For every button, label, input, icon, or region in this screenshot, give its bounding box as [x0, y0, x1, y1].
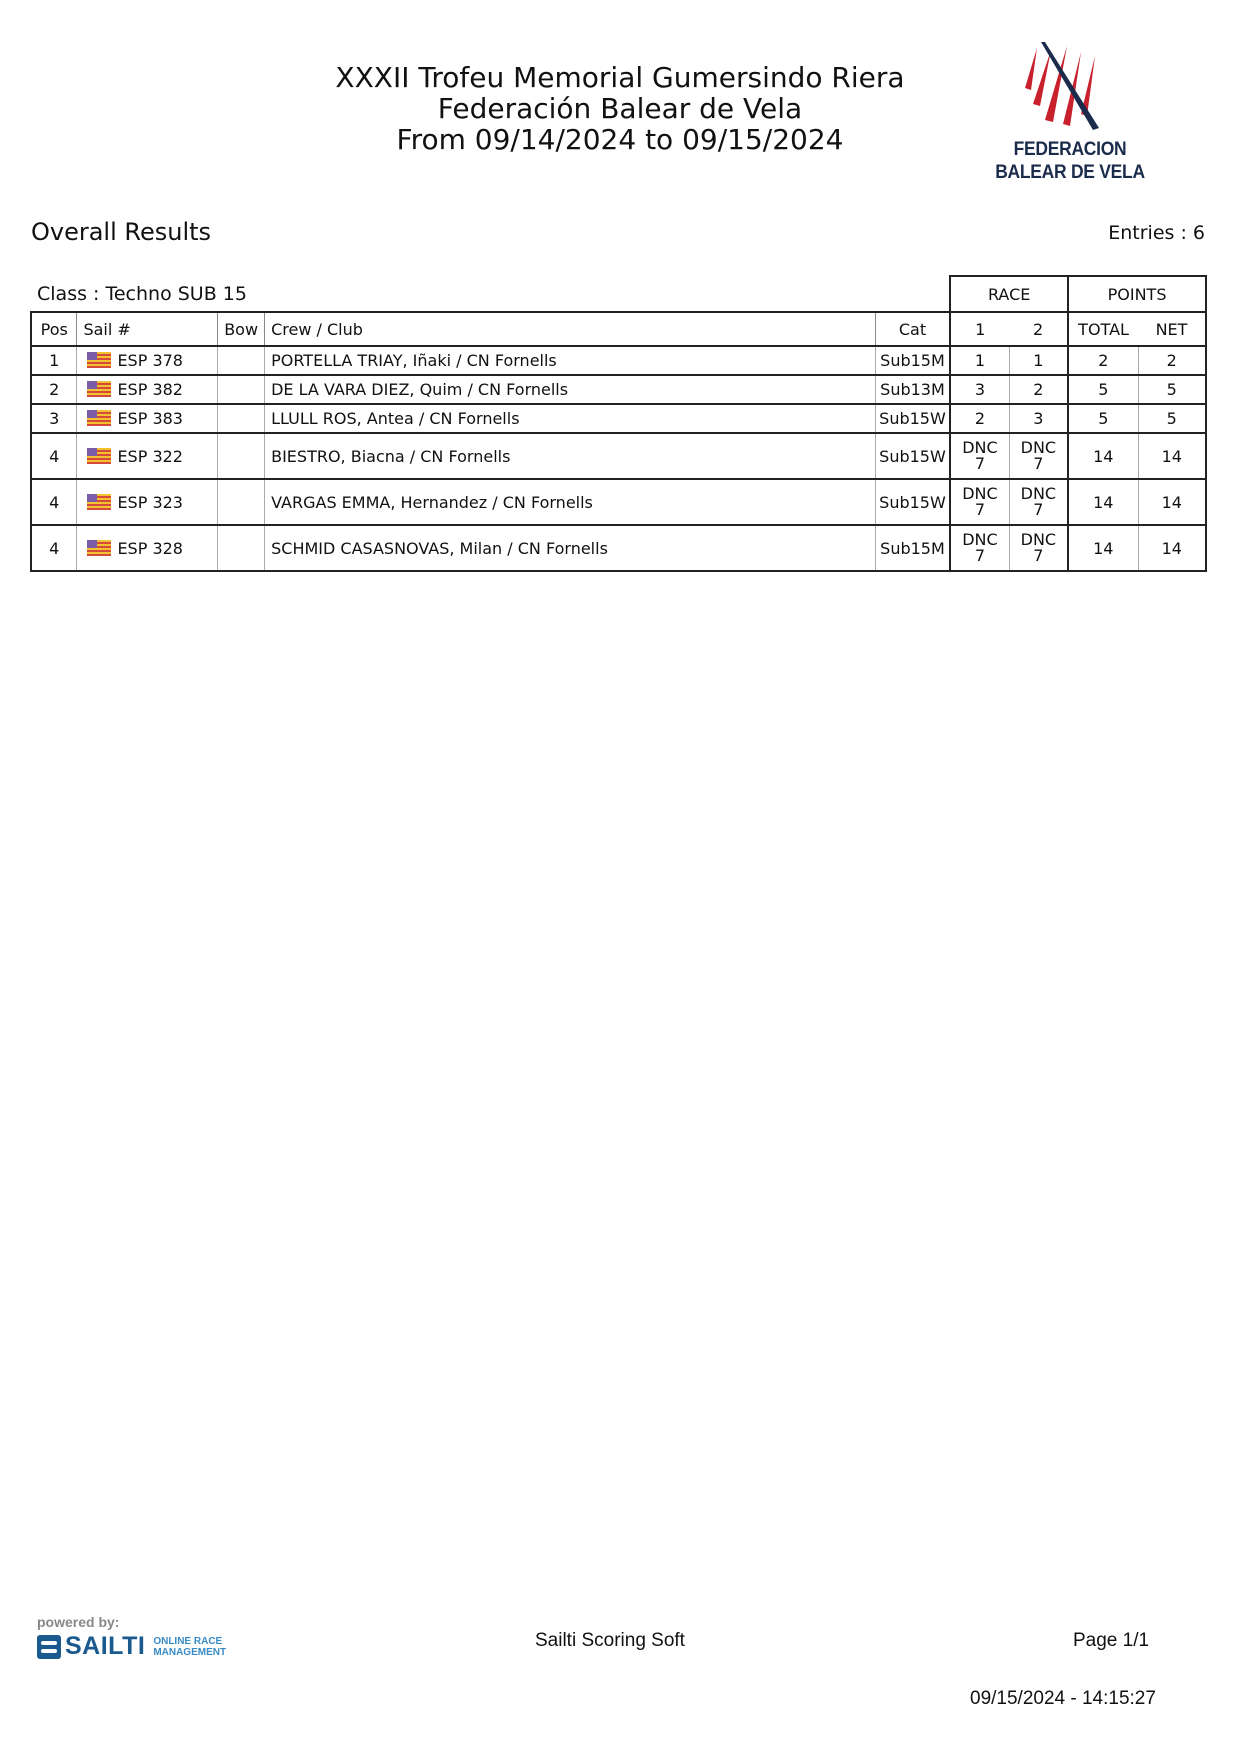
cell-bow [218, 375, 265, 404]
cell-pos: 4 [31, 433, 77, 479]
sail-number: ESP 382 [117, 380, 183, 399]
cell-race-1: 1 [950, 346, 1009, 375]
software-name: Sailti Scoring Soft [535, 1630, 685, 1651]
cell-race-1 [950, 433, 1009, 479]
federation-logo [985, 40, 1155, 190]
sailti-tagline-1: ONLINE RACE [153, 1635, 223, 1647]
cell-crew: PORTELLA TRIAY, Iñaki / CN Fornells [265, 346, 876, 375]
cell-race-1-code: DNC [962, 529, 998, 549]
col-net: NET [1138, 312, 1206, 346]
flag-icon [87, 352, 111, 368]
table-row [31, 479, 1206, 525]
cell-total: 5 [1068, 404, 1138, 433]
flag-icon [87, 540, 111, 556]
col-cat: Cat [875, 312, 950, 346]
cell-bow [218, 404, 265, 433]
cell-total: 14 [1068, 479, 1138, 525]
cell-sail [77, 404, 218, 433]
cell-crew: BIESTRO, Biacna / CN Fornells [265, 433, 876, 479]
cell-net: 5 [1138, 404, 1206, 433]
sailti-mark-icon [37, 1635, 61, 1659]
entries-label: Entries : [1108, 222, 1193, 244]
cell-race-1-value: 7 [974, 453, 986, 473]
results-heading: Overall Results [31, 218, 212, 246]
cell-total: 2 [1068, 346, 1138, 375]
cell-crew: VARGAS EMMA, Hernandez / CN Fornells [265, 479, 876, 525]
col-pos: Pos [31, 312, 77, 346]
event-organizer: Federación Balear de Vela [437, 92, 803, 125]
cell-bow [218, 525, 265, 571]
cell-net: 2 [1138, 346, 1206, 375]
cell-pos: 3 [31, 404, 77, 433]
cell-crew: LLULL ROS, Antea / CN Fornells [265, 404, 876, 433]
federation-logo-mark-icon [1015, 40, 1125, 135]
page-number: Page 1/1 [1073, 1630, 1150, 1651]
cell-sail [77, 433, 218, 479]
table-row [31, 525, 1206, 571]
cell-total: 5 [1068, 375, 1138, 404]
cell-race-1-code: DNC [962, 483, 998, 503]
class-label: Class : Techno SUB 15 [37, 282, 247, 305]
cell-race-2-code: DNC [1020, 529, 1057, 549]
sail-number: ESP 323 [117, 492, 183, 512]
cell-total: 14 [1068, 525, 1138, 571]
cell-pos: 1 [31, 346, 77, 375]
sailti-brand: SAILTI [65, 1632, 146, 1660]
results-body [31, 346, 1206, 571]
cell-net: 14 [1138, 479, 1206, 525]
col-crew: Crew / Club [265, 312, 876, 346]
cell-race-2: 1 [1009, 346, 1068, 375]
cell-race-1: 2 [950, 404, 1009, 433]
cell-crew: DE LA VARA DIEZ, Quim / CN Fornells [265, 375, 876, 404]
cell-race-2-code: DNC [1020, 437, 1057, 457]
col-total: TOTAL [1068, 312, 1138, 346]
cell-cat: Sub15W [875, 433, 950, 479]
cell-pos: 4 [31, 525, 77, 571]
cell-cat: Sub15M [875, 525, 950, 571]
cell-race-1: 3 [950, 375, 1009, 404]
cell-race-2 [1009, 479, 1068, 525]
logo-line-1: FEDERACION [1013, 139, 1127, 160]
cell-race-1-value: 7 [974, 499, 986, 519]
cell-race-2 [1009, 525, 1068, 571]
col-race-1: 1 [950, 312, 1009, 346]
cell-total: 14 [1068, 433, 1138, 479]
cell-race-1 [950, 479, 1009, 525]
sailti-tagline-2: MANAGEMENT [153, 1646, 227, 1658]
cell-pos: 2 [31, 375, 77, 404]
event-title-block [260, 62, 980, 155]
cell-net: 14 [1138, 433, 1206, 479]
table-row [31, 375, 1206, 404]
cell-cat: Sub15M [875, 346, 950, 375]
sail-number: ESP 322 [117, 446, 183, 466]
sail-number: ESP 383 [117, 409, 183, 428]
flag-icon [87, 448, 111, 464]
cell-net: 5 [1138, 375, 1206, 404]
cell-sail [77, 375, 218, 404]
federation-logo-text [992, 138, 1148, 184]
flag-icon [87, 410, 111, 426]
sail-number: ESP 328 [117, 538, 183, 558]
logo-line-2: BALEAR DE VELA [995, 162, 1145, 183]
print-timestamp: 09/15/2024 - 14:15:27 [970, 1688, 1156, 1709]
points-group-header: POINTS [1068, 276, 1206, 312]
event-title: XXXII Trofeu Memorial Gumersindo Riera [335, 61, 905, 94]
race-group-header: RACE [950, 276, 1068, 312]
cell-race-2-value: 7 [1033, 499, 1044, 519]
col-race-2: 2 [1009, 312, 1068, 346]
cell-sail [77, 346, 218, 375]
cell-race-1 [950, 525, 1009, 571]
cell-race-2: 3 [1009, 404, 1068, 433]
cell-race-2-value: 7 [1033, 545, 1044, 565]
event-dates: From 09/14/2024 to 09/15/2024 [396, 123, 844, 156]
sail-number: ESP 378 [117, 351, 183, 370]
cell-bow [218, 346, 265, 375]
cell-bow [218, 433, 265, 479]
cell-race-2-code: DNC [1020, 483, 1057, 503]
cell-crew: SCHMID CASASNOVAS, Milan / CN Fornells [265, 525, 876, 571]
table-row [31, 346, 1206, 375]
col-bow: Bow [218, 312, 265, 346]
cell-cat: Sub15W [875, 479, 950, 525]
flag-icon [87, 381, 111, 397]
cell-bow [218, 479, 265, 525]
cell-race-1-code: DNC [962, 437, 998, 457]
cell-race-2: 2 [1009, 375, 1068, 404]
cell-sail [77, 525, 218, 571]
cell-race-1-value: 7 [974, 545, 986, 565]
sailti-logo [37, 1632, 226, 1661]
entries-count [1108, 222, 1205, 244]
cell-race-2 [1009, 433, 1068, 479]
flag-icon [87, 494, 111, 510]
cell-net: 14 [1138, 525, 1206, 571]
table-row [31, 404, 1206, 433]
powered-by-label: powered by: [37, 1614, 120, 1630]
cell-race-2-value: 7 [1033, 453, 1044, 473]
entries-value: 6 [1192, 222, 1205, 244]
cell-sail [77, 479, 218, 525]
cell-cat: Sub15W [875, 404, 950, 433]
cell-pos: 4 [31, 479, 77, 525]
results-table [30, 275, 1207, 572]
cell-cat: Sub13M [875, 375, 950, 404]
column-header-row [31, 312, 1206, 346]
col-sail: Sail # [77, 312, 218, 346]
table-row [31, 433, 1206, 479]
sailti-tagline [153, 1636, 226, 1658]
